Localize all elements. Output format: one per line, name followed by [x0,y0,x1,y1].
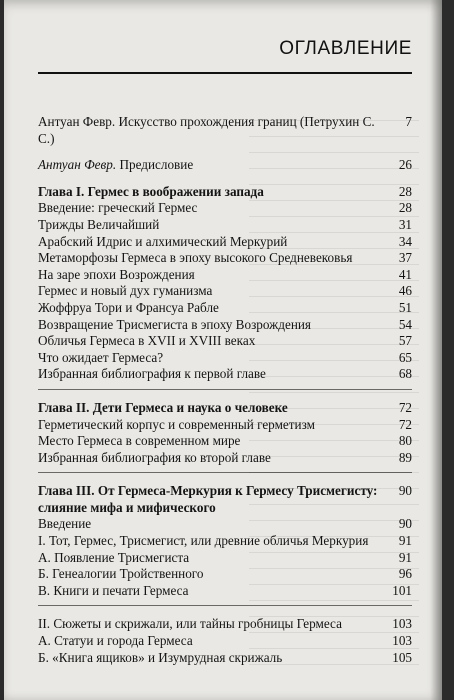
toc-entry [38,516,412,533]
toc-entry-title: Избранная библиография ко второй главе [38,449,271,465]
toc-entry-page: 51 [398,299,412,315]
table-of-contents [38,114,412,666]
toc-entry-subtitle: Предисловие [116,157,194,173]
toc-entry-title: Введение: греческий Гермес [38,200,198,216]
toc-chapter [38,483,412,516]
toc-entry-page: 46 [398,283,412,299]
toc-entry-page: 103 [392,616,412,632]
toc-entry-page: 101 [392,582,412,598]
toc-entry [38,200,412,217]
toc-entry-page: 90 [398,516,412,532]
toc-entry-page: 91 [398,533,412,549]
toc-entry-title: Антуан Февр. Искусство прохождения границ (Петрухин С. С.) [38,114,375,146]
toc-chapter [38,184,412,201]
toc-entry-title: Введение [38,516,92,532]
toc-entry-title: А. Появление Трисмегиста [38,549,190,565]
toc-entry [38,250,412,267]
toc-entry-title: Арабский Идрис и алхимический Меркурий [38,233,288,249]
toc-entry-page: 91 [398,549,412,565]
toc-entry [38,114,412,147]
toc-entry-title: Б. Генеалогии Тройственного [38,566,204,582]
toc-entry [38,267,412,284]
toc-entry [38,300,412,317]
toc-chapter-page: 72 [398,399,412,415]
toc-entry-page: 68 [398,366,412,382]
section-divider [38,389,412,390]
toc-entry [38,433,412,450]
toc-entry-title: Избранная библиография к первой главе [38,366,266,382]
toc-entry [38,366,412,383]
toc-entry [38,350,412,367]
page-edge-shadow [430,0,442,700]
toc-entry [38,650,412,667]
toc-entry-page: 41 [398,266,412,282]
toc-entry-page: 80 [398,433,412,449]
toc-entry-title: На заре эпохи Возрождения [38,266,195,282]
toc-entry-title: В. Книги и печати Гермеса [38,582,189,598]
toc-chapter-title: Глава II. Дети Гермеса и наука о человеке [38,399,288,415]
toc-entry-title: I. Тот, Гермес, Трисмегист, или древние обличья Меркурия [38,533,369,549]
page-header [38,38,412,78]
section-divider [38,472,412,473]
toc-entry-title [38,157,390,174]
toc-entry-title: Место Гермеса в современном мире [38,433,241,449]
toc-entry-title: Возвращение Трисмегиста в эпоху Возрождения [38,316,311,332]
header-rule [38,72,412,74]
toc-entry-title: Обличья Гермеса в XVII и XVIII веках [38,333,256,349]
toc-entry-page: 54 [398,316,412,332]
toc-entry-title: II. Сюжеты и скрижали, или тайны гробницы Гермеса [38,616,342,632]
toc-entry [38,616,412,633]
toc-entry-title: А. Статуи и города Гермеса [38,633,193,649]
toc-chapter-title: Глава III. От Гермеса-Меркурия к Гермесу Трисмегисту: слияние мифа и мифического [38,483,378,515]
toc-entry [38,450,412,467]
toc-entry-title: Гермес и новый дух гуманизма [38,283,213,299]
toc-entry-page: 72 [398,416,412,432]
toc-entry-title: Герметический корпус и современный герметизм [38,416,315,432]
toc-entry-page: 26 [398,157,412,173]
book-page [4,0,442,700]
toc-entry [38,533,412,550]
toc-entry-title: Трижды Величайший [38,216,160,232]
toc-entry-title: Метаморфозы Гермеса в эпоху высокого Средневековья [38,250,353,266]
toc-entry [38,583,412,600]
toc-entry-title: Жоффруа Тори и Франсуа Рабле [38,299,219,315]
toc-entry [38,333,412,350]
section-divider [38,605,412,606]
toc-entry [38,217,412,234]
toc-chapter-page: 28 [398,183,412,199]
toc-entry-page: 28 [398,200,412,216]
toc-entry-page: 96 [398,566,412,582]
toc-entry-page: 65 [398,349,412,365]
toc-entry [38,633,412,650]
toc-entry-title: Что ожидает Гермеса? [38,349,164,365]
toc-entry [38,234,412,251]
toc-entry-page: 31 [398,216,412,232]
toc-chapter-title: Глава I. Гермес в воображении запада [38,183,264,199]
toc-entry [38,417,412,434]
toc-entry [38,317,412,334]
toc-entry-title: Б. «Книга ящиков» и Изумрудная скрижаль [38,649,283,665]
page-title: ОГЛАВЛЕНИЕ [279,38,412,59]
toc-entry-author: Антуан Февр. [38,157,117,173]
toc-entry [38,566,412,583]
toc-entry-page: 103 [392,633,412,649]
toc-entry-page: 34 [398,233,412,249]
toc-entry-page: 89 [398,449,412,465]
toc-entry [38,283,412,300]
toc-entry-page: 7 [405,114,412,129]
toc-chapter [38,400,412,417]
toc-entry-page: 105 [392,649,412,665]
toc-chapter-page: 90 [398,483,412,499]
toc-entry-page: 57 [398,333,412,349]
toc-entry [38,157,412,174]
toc-entry-page: 37 [398,250,412,266]
toc-entry [38,550,412,567]
